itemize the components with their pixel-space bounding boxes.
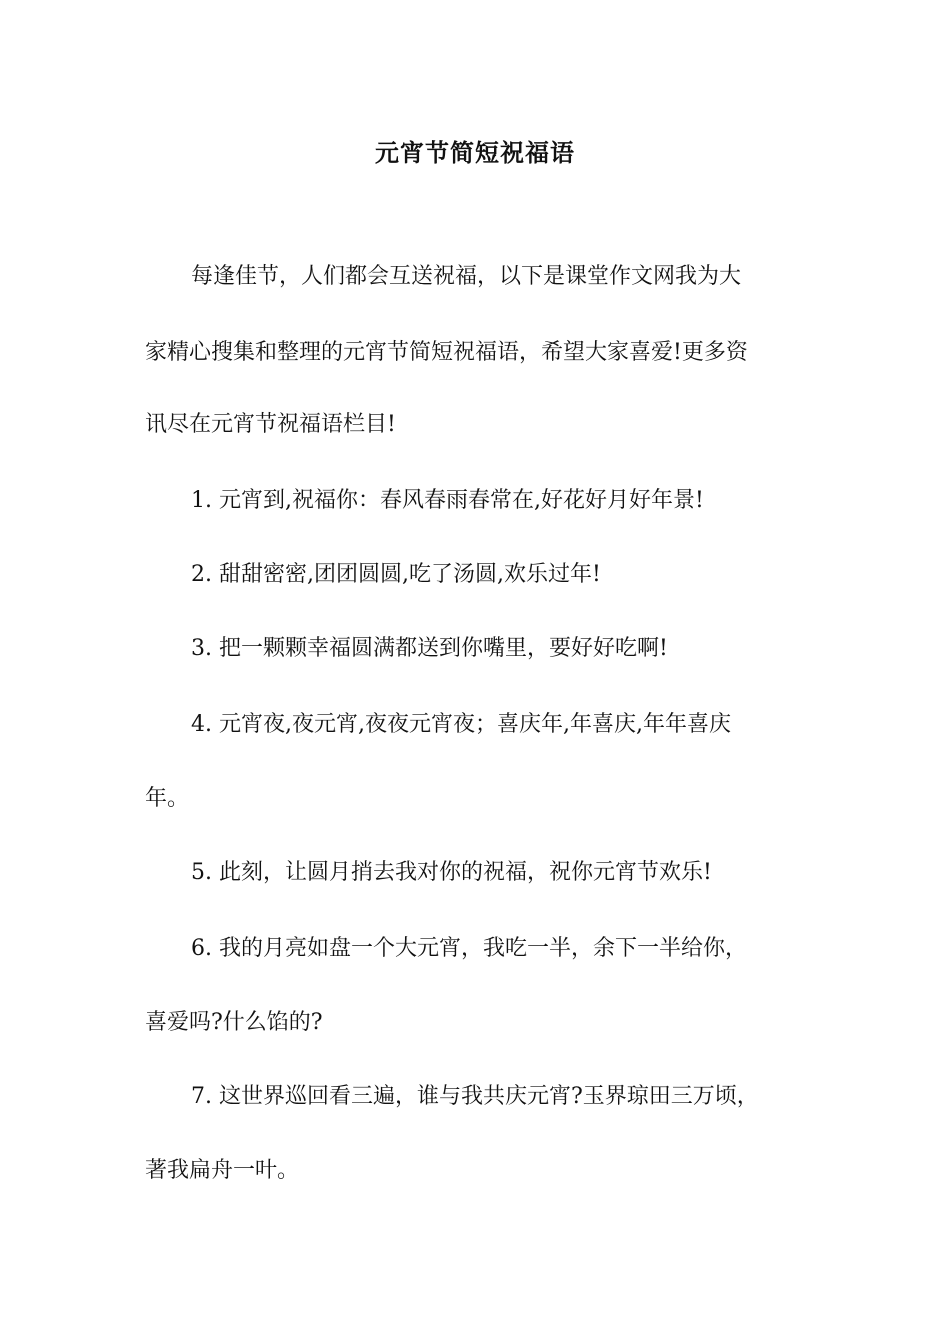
list-item-2: 2. 甜甜密密,团团圆圆,吃了汤圆,欢乐过年! <box>191 562 601 587</box>
intro-line-1: 每逢佳节，人们都会互送祝福，以下是课堂作文网我为大 <box>191 264 742 289</box>
list-item-1: 1. 元宵到,祝福你：春风春雨春常在,好花好月好年景! <box>191 488 704 513</box>
list-item-6-line-2: 喜爱吗?什么馅的? <box>145 1010 323 1035</box>
list-item-5: 5. 此刻，让圆月捎去我对你的祝福，祝你元宵节欢乐! <box>191 860 712 885</box>
list-item-4-line-2: 年。 <box>145 786 190 811</box>
list-item-7-line-2: 著我扁舟一叶。 <box>145 1158 300 1183</box>
list-item-6-line-1: 6. 我的月亮如盘一个大元宵，我吃一半，余下一半给你， <box>191 936 747 961</box>
intro-line-3: 讯尽在元宵节祝福语栏目! <box>145 412 396 437</box>
intro-line-2: 家精心搜集和整理的元宵节简短祝福语，希望大家喜爱!更多资 <box>145 340 748 365</box>
list-item-7-line-1: 7. 这世界巡回看三遍，谁与我共庆元宵?玉界琼田三万顷， <box>191 1084 759 1109</box>
list-item-3: 3. 把一颗颗幸福圆满都送到你嘴里，要好好吃啊! <box>191 636 668 661</box>
list-item-4-line-1: 4. 元宵夜,夜元宵,夜夜元宵夜；喜庆年,年喜庆,年年喜庆 <box>191 712 731 737</box>
document-title: 元宵节简短祝福语 <box>375 138 575 167</box>
